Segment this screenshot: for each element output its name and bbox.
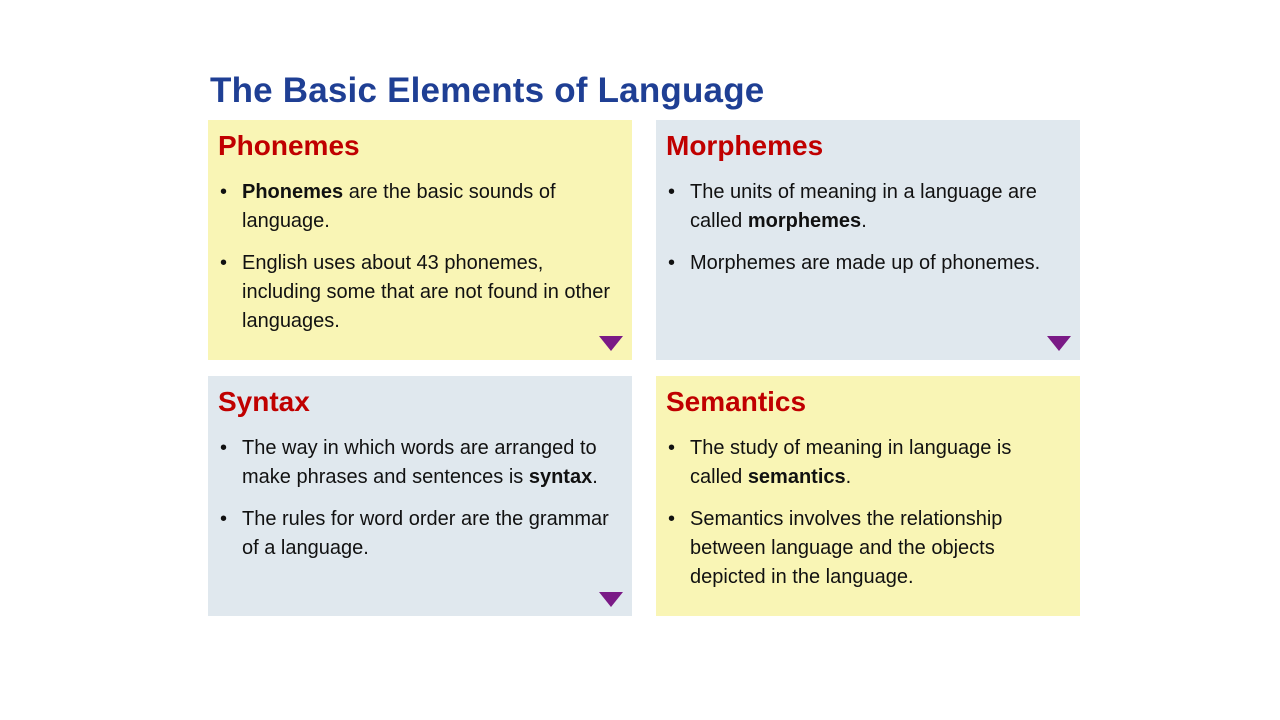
bullet-item (666, 178, 1068, 236)
bold-term: Phonemes (242, 181, 344, 203)
bullet-text: Semantics involves the relationship between language and the objects depicted in the language. (690, 508, 1003, 588)
bullet-item (666, 249, 1068, 278)
panel-heading: Semantics (666, 386, 807, 417)
bullet-item (666, 434, 1068, 492)
panel-heading: Syntax (218, 386, 310, 417)
bold-term: semantics (747, 466, 846, 488)
bullet-text: . (861, 210, 867, 232)
bullet-text: The study of meaning in language is called (690, 437, 1012, 488)
panel-heading: Morphemes (666, 130, 824, 161)
bullet-list (666, 434, 1068, 592)
panel-syntax (208, 376, 632, 616)
bullet-item (218, 505, 620, 563)
panel-semantics (656, 376, 1080, 616)
bullet-item (218, 434, 620, 492)
triangle-down-icon[interactable] (599, 336, 623, 351)
bullet-item (666, 505, 1068, 592)
bullet-list (218, 434, 620, 563)
slide-title: The Basic Elements of Language (210, 71, 765, 110)
triangle-down-icon[interactable] (1047, 336, 1071, 351)
panel-phonemes (208, 120, 632, 360)
bullet-text: Morphemes are made up of phonemes. (690, 252, 1041, 274)
bullet-text: . (592, 466, 598, 488)
bullet-list (666, 178, 1068, 278)
panel-morphemes (656, 120, 1080, 360)
bullet-text: . (845, 466, 852, 488)
bullet-text: The units of meaning in a language are called (690, 181, 1037, 232)
bullet-text: English uses about 43 phonemes, including some that are not found in other languages. (242, 252, 611, 332)
bullet-list (218, 178, 620, 336)
bullet-text: The rules for word order are the grammar of a language. (242, 508, 609, 559)
bullet-text: The way in which words are arranged to make phrases and sentences is (242, 437, 597, 488)
bullet-text: are the basic sounds of language. (242, 181, 556, 232)
panel-heading: Phonemes (218, 130, 360, 161)
bullet-item (218, 249, 620, 336)
bold-term: syntax (528, 466, 593, 488)
bullet-item (218, 178, 620, 236)
bold-term: morphemes (747, 210, 862, 232)
triangle-down-icon[interactable] (599, 592, 623, 607)
